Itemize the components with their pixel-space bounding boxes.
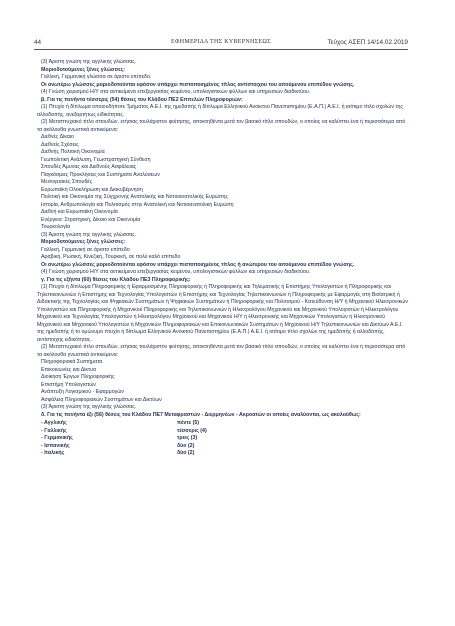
paragraph: (4) Γνώση χειρισμού Η/Υ στα αντικείμενα επεξεργασίας κειμένου, υπολογιστικών φύλλων και υπηρεσιών διαδικτύου. — [41, 269, 311, 275]
paragraph: Ασφάλεια Πληροφοριακών Συστημάτων και Δικτύων — [41, 396, 162, 403]
paragraph: Πληροφοριακά Συστήματα — [41, 359, 103, 365]
paragraph: Τουρκολογία — [41, 224, 71, 230]
paragraph: Οι ανωτέρω γλώσσες μοριοδοτούνται εφόσον υπάρχει πιστοποιημένος τίτλος αντίστοιχου του αιτούμενου επιπέδου γνώσης. — [41, 81, 355, 88]
paragraph: Ιστορία, Ανθρωπολογία και Πολιτισμός στην Ανατολική και Νοτιοανατολική Ευρώπη — [41, 201, 234, 208]
position-count: δύο (2) — [177, 442, 195, 449]
position-count: τέσσερις (4) — [177, 427, 207, 434]
paragraph: δ. Για τις πενήντα έξι (56) θέσεις του Κλάδου ΠΕ7 Μεταφραστών - Διερμηνέων - Ακροατών οι οποίες αναλύονται, ως ακολούθως: — [41, 411, 361, 418]
paragraph: (4) Γνώση χειρισμού Η/Υ στα αντικείμενα επεξεργασίας κειμένου, υπολογιστικών φύλλων και υπηρεσιών διαδικτύου. — [41, 89, 311, 95]
paragraph: γ. Για τις εξήντα (60) θέσεις του Κλάδου ΠΕ3 Πληροφορικής: — [41, 276, 191, 283]
issue-reference: Τεύχος ΑΣΕΠ 14/14.02.2019 — [327, 39, 408, 46]
paragraph: Διεθνή και Ευρωπαϊκή Οικονομία — [41, 209, 118, 215]
paragraph: (3) Άριστη γνώση της αγγλικής γλώσσας. — [41, 59, 137, 65]
paragraph: (2) Μεταπτυχιακό τίτλο σπουδών, ετήσιας τουλάχιστον φοίτησης, αποκτηθέντα μετά τον βασικό τίτλο σπουδών, ο οποίος να καλύπτει ένα ή περισσότερα από τα ακόλουθα γνωστικά αντικείμενα: — [37, 119, 406, 133]
paragraph: Διεθνής Πολιτική Οικονομία — [41, 149, 105, 155]
language-name: - Γερμανικής — [41, 435, 73, 442]
paragraph: (1) Πτυχίο ή δίπλωμα Πληροφορικής ή Εφαρμοσμένης Πληροφορικής ή Πληροφορικής και Τηλεματικής ή Επιστήμης Υπολογιστών ή Πληροφορικής και Τηλεπικοινωνιών ή Επιστήμης και Τεχνολογίας Υπολογιστών ή Επιστήμης και Τεχνολογίας Τηλεπικοινωνιών ή Πληροφορικής με Εφαρμογές στη Βιοϊατρική ή Διδακτικής της Τεχνολογίας και Ψηφιακών Συστημάτων ή Ψηφιακών Συστημάτων ή Πληροφορικής και Πολιτισμού - Κατεύθυνση Η/Υ ή Μηχανικού Ηλεκτρονικών Υπολογιστών και Πληροφορικής ή Μηχανικού Πληροφορικής και Τηλεπικοινωνιών ή Ηλεκτρολόγου Μηχανικού και Μηχανικού Υπολογιστών ή Ηλεκτρολόγου Μηχανικού και Τεχνολογίας Υπολογιστών ή Ηλεκτρολόγου Μηχανικού και Μηχανικού Η/Υ ή Ηλεκτρονικής και Μηχανικών Υπολογιστών ή Ηλεκτρονικού Μηχανικού και Μηχανικού Υπολογιστών ή Μηχανικών Πληροφοριακών και Επικοινωνιακών Συστημάτων ή Μηχανικού Η/Υ Τηλεπικοινωνιών και Δικτύων Α.Ε.Ι. της ημεδαπής ή το ομώνυμο πτυχίο ή δίπλωμα Ελληνικού Ανοικτού Πανεπιστημίου (Ε.Α.Π.) Α.Ε.Ι. ή ισότιμο τίτλο σχολών της ημεδαπής ή αλλοδαπής, αντίστοιχης ειδικότητας. — [37, 284, 408, 343]
paragraph: Ενέργεια: Στρατηγική, Δίκαιο και Οικονομία — [41, 216, 141, 223]
language-row — [37, 428, 409, 436]
paragraph: Διεθνές Δίκαιο — [41, 134, 74, 140]
language-row — [37, 435, 409, 443]
paragraph: Σπουδές Άμυνας και Διεθνούς Ασφάλειας — [41, 164, 137, 170]
position-count: πέντε (5) — [177, 420, 200, 426]
language-row — [37, 443, 409, 451]
paragraph: Παγκόσμιες Προκλήσεις και Συστήματα Αναλύσεων — [41, 171, 160, 178]
language-name: - Ιταλικής — [41, 450, 65, 457]
document-body — [37, 59, 409, 619]
page-number: 44 — [34, 39, 42, 46]
paragraph: Διεθνείς Σχέσεις — [41, 141, 79, 148]
position-count: δύο (2) — [177, 450, 195, 457]
paragraph: Ευρωπαϊκή Ολοκλήρωση και Διακυβέρνηση — [41, 186, 143, 193]
paragraph: Διοίκηση Έργων Πληροφορικής — [41, 374, 115, 380]
paragraph: Ανάπτυξη Λογισμικού - Εφαρμογών — [41, 389, 124, 395]
paragraph: Γαλλική, Γερμανική σε άριστο επίπεδο — [41, 246, 130, 253]
language-name: - Ισπανικής — [41, 442, 70, 449]
language-name: - Αγγλικής — [41, 420, 67, 426]
gazette-title: ΕΦΗΜΕΡΙΔΑ ΤΗΣ ΚΥΒΕΡΝΗΣΕΩΣ — [171, 39, 271, 45]
language-name: - Γαλλικής — [41, 427, 67, 434]
paragraph: Επιστήμη Υπολογιστών — [41, 381, 96, 388]
paragraph: (2) Μεταπτυχιακό τίτλο σπουδών, ετήσιας τουλάχιστον φοίτησης, αποκτηθέντα μετά τον βασικό τίτλο σπουδών, ο οποίος να καλύπτει ένα ή περισσότερα από τα ακόλουθα γνωστικά αντικείμενα: — [37, 344, 406, 358]
position-count: τρεις (3) — [177, 435, 198, 442]
paragraph: (3) Άριστη γνώση της αγγλικής γλώσσας. — [41, 231, 137, 238]
paragraph: β. Για τις πενήντα τέσσερις (54) θέσεις του Κλάδου ΠΕ2 Επιτελών Πληροφοριών: — [41, 96, 243, 103]
paragraph: Οι ανωτέρω γλώσσες μοριοδοτούνται εφόσον υπάρχει πιστοποιημένος τίτλος ή ανώτερου του αιτούμενου επιπέδου γνώσης. — [41, 261, 355, 268]
page-header — [34, 37, 408, 48]
paragraph: Επικοινωνίες και Δίκτυα — [41, 366, 96, 373]
paragraph: Μοριοδοτούμενες ξένες γλώσσες: — [41, 66, 126, 73]
header-divider — [34, 49, 408, 50]
language-row — [37, 450, 409, 458]
paragraph: (3) Άριστη γνώση της αγγλικής γλώσσας. — [41, 404, 137, 410]
paragraph: Αραβική, Ρωσική, Κινεζική, Τουρκική, σε πολύ καλό επίπεδο — [41, 254, 181, 260]
paragraph: Μεσογειακές Σπουδές — [41, 179, 93, 185]
paragraph: Γεωπολιτική Ανάλυση, Γεωστρατηγική Σύνθεση — [41, 156, 151, 163]
paragraph: Μοριοδοτούμενες ξένες γλώσσες: — [41, 239, 126, 245]
paragraph-list — [37, 59, 409, 419]
paragraph: (1) Πτυχίο ή δίπλωμα οποιουδήποτε Τμήματος Α.Ε.Ι. της ημεδαπής ή δίπλωμα Ελληνικού Ανοικτού Πανεπιστημίου (Ε.Α.Π.) Α.Ε.Ι. ή ισότιμο τίτλο σχολών της αλλοδαπής, ανεξαρτήτως ειδικότητας. — [37, 104, 404, 118]
paragraph: Πολιτική και Οικονομία της Σύγχρονης Ανατολικής και Νοτιοανατολικής Ευρώπης — [41, 194, 228, 200]
language-positions-list — [37, 420, 409, 458]
language-row — [37, 420, 409, 428]
paragraph: Γαλλική, Γερμανική γλώσσα σε άριστο επίπεδο. — [41, 74, 152, 80]
